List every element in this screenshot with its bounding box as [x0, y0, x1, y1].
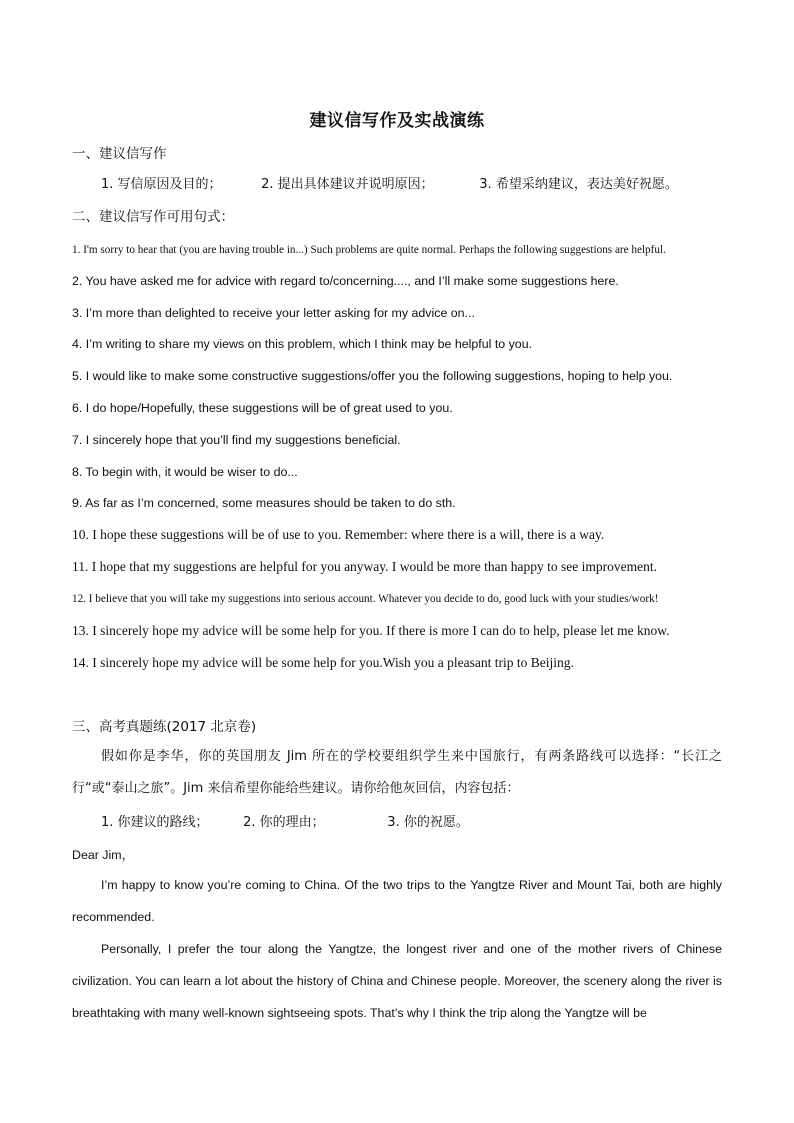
sentence-5: 5. I would like to make some constructive suggestions/offer you the following suggestions, hoping to help you.	[72, 369, 673, 383]
task-prompt: 假如你是李华，你的英国朋友 Jim 所在的学校要组织学生来中国旅行，有两条路线可以选择：“长江之行“或“泰山之旅”。Jim 来信希望你能给些建议。请你给他灰回信，内容包括：	[72, 749, 722, 796]
sentence-2: 2. You have asked me for advice with regard to/concerning...., and I’ll make some suggestions here.	[72, 274, 619, 288]
letter-salutation: Dear Jim，	[72, 848, 134, 862]
section1-item-3: 3. 希望采纳建议，表达美好祝愿。	[479, 177, 678, 192]
section1-item-2: 2. 提出具体建议并说明原因；	[261, 177, 434, 192]
section1-items	[101, 176, 678, 194]
sentence-8: 8. To begin with, it would be wiser to do...	[72, 465, 298, 479]
sentence-3: 3. I’m more than delighted to receive your letter asking for my advice on...	[72, 306, 475, 320]
sentence-13: 13. I sincerely hope my advice will be some help for you. If there is more I can do to help, please let me know.	[72, 623, 670, 638]
sentence-10: 10. I hope these suggestions will be of use to you. Remember: where there is a will, there is a way.	[72, 527, 605, 542]
section3-items	[101, 814, 469, 832]
sentence-11: 11. I hope that my suggestions are helpful for you anyway. I would be more than happy to see improvement.	[72, 559, 657, 574]
sentence-6: 6. I do hope/Hopefully, these suggestions will be of great used to you.	[72, 401, 453, 415]
document-title: 建议信写作及实战演练	[309, 111, 485, 131]
sentence-7: 7. I sincerely hope that you’ll find my suggestions beneficial.	[72, 433, 401, 447]
sentence-12: 12. I believe that you will take my suggestions into serious account. Whatever you decide to do, good luck with your studies/work!	[72, 593, 659, 605]
section3-item-2: 2. 你的理由；	[243, 815, 325, 830]
letter-paragraph-1: I’m happy to know you’re coming to China. Of the two trips to the Yangtze River and Mount Tai, both are highly recommended.	[72, 878, 722, 924]
sentence-1: 1. I'm sorry to hear that (you are having trouble in...) Such problems are quite normal. Perhaps the following suggestions are helpful.	[72, 244, 666, 256]
section1-item-1: 1. 写信原因及目的；	[101, 177, 222, 192]
sentence-4: 4. I’m writing to share my views on this problem, which I think may be helpful to you.	[72, 337, 533, 351]
section3-item-1: 1. 你建议的路线；	[101, 815, 209, 830]
section3-item-3: 3. 你的祝愿。	[387, 815, 469, 830]
section3-heading: 三、高考真题练(2017 北京卷)	[72, 719, 257, 735]
sentence-14: 14. I sincerely hope my advice will be some help for you.Wish you a pleasant trip to Beijing.	[72, 655, 574, 670]
sentence-9: 9. As far as I’m concerned, some measures should be taken to do sth.	[72, 496, 456, 510]
section1-heading: 一、建议信写作	[72, 146, 167, 162]
letter-paragraph-2: Personally, I prefer the tour along the Yangtze, the longest river and one of the mother rivers of Chinese civilization. You can learn a lot about the history of China and Chinese people. Moreover, the scenery along the river is breathtaking with many well-known sightseeing spots. That’s why I think the trip along the Yangtze will be	[72, 942, 722, 1020]
section2-heading: 二、建议信写作可用句式：	[72, 209, 234, 225]
